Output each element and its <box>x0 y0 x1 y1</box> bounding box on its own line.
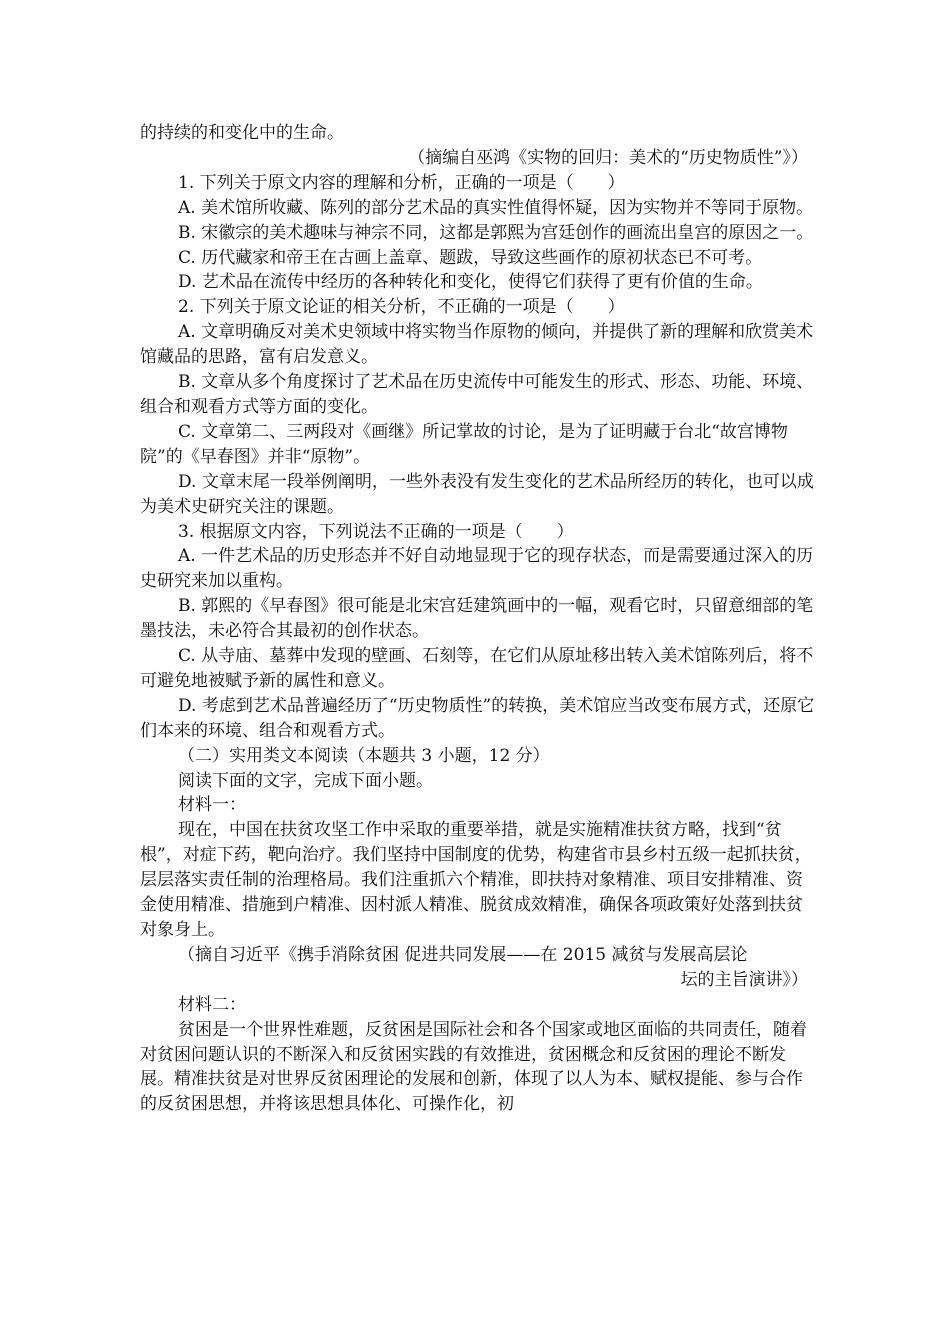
paragraph: D. 文章末尾一段举例阐明，一些外表没有发生变化的艺术品所经历的转化，也可以成为美术史研究关注的课题。 <box>140 471 814 517</box>
paragraph: B. 郭熙的《早春图》很可能是北宋宫廷建筑画中的一幅，观看它时，只留意细部的笔墨技法，未必符合其最初的创作状态。 <box>140 596 814 642</box>
paragraph: （摘自习近平《携手消除贫困 促进共同发展——在 2015 减贫与发展高层论 <box>178 944 748 965</box>
paragraph: A. 一件艺术品的历史形态并不好自动地显现于它的现存状态，而是需要通过深入的历史研究来加以重构。 <box>140 546 814 592</box>
paragraph: D. 考虑到艺术品普遍经历了“历史物质性”的转换，美术馆应当改变布展方式，还原它们本来的环境、组合和观看方式。 <box>140 695 815 741</box>
paragraph: 坛的主旨演讲》） <box>680 969 808 990</box>
document-page <box>140 121 816 1117</box>
paragraph: 的持续的和变化中的生命。 <box>140 123 344 143</box>
paragraph: 阅读下面的文字，完成下面小题。 <box>178 770 433 791</box>
paragraph: （摘编自巫鸿《实物的回归：美术的“历史物质性”》） <box>408 147 808 168</box>
paragraph: B. 文章从多个角度探讨了艺术品在历史流传中可能发生的形式、形态、功能、环境、组合和观看方式等方面的变化。 <box>140 372 814 417</box>
paragraph: C. 文章第二、三两段对《画继》所记掌故的讨论，是为了证明藏于台北“故宫博物院”的《早春图》并非“原物”。 <box>140 421 788 467</box>
paragraph: B. 宋徽宗的美术趣味与神宗不同，这都是郭熙为宫廷创作的画流出皇宫的原因之一。 <box>178 222 814 243</box>
paragraph: 2. 下列关于原文论证的相关分析，不正确的一项是（ ） <box>178 297 625 318</box>
paragraph: 3. 根据原文内容，下列说法不正确的一项是（ ） <box>178 521 574 542</box>
paragraph: 1. 下列关于原文内容的理解和分析，正确的一项是（ ） <box>178 172 625 193</box>
paragraph: （二）实用类文本阅读（本题共 3 小题，12 分） <box>178 745 550 766</box>
paragraph: A. 美术馆所收藏、陈列的部分艺术品的真实性值得怀疑，因为实物并不等同于原物。 <box>178 197 814 218</box>
paragraph: 材料二： <box>178 994 246 1015</box>
paragraph: D. 艺术品在流传中经历的各种转化和变化，使得它们获得了更有价值的生命。 <box>178 272 763 293</box>
paragraph: 现在，中国在扶贫攻坚工作中采取的重要举措，就是实施精准扶贫方略，找到“贫根”，对症下药，靶向治疗。我们坚持中国制度的优势，构建省市县乡村五级一起抓扶贫，层层落实责任制的治理格局。我们注重抓六个精准，即扶持对象精准、项目安排精准、资金使用精准、措施到户精准、因村派人精准、脱贫成效精准，确保各项政策好处落到扶贫对象身上。 <box>140 820 812 940</box>
paragraph: C. 历代藏家和帝王在古画上盖章、题跋，导致这些画作的原初状态已不可考。 <box>178 247 763 268</box>
paragraph: 贫困是一个世界性难题，反贫困是国际社会和各个国家或地区面临的共同责任，随着对贫困问题认识的不断深入和反贫困实践的有效推进，贫困概念和反贫困的理论不断发展。精准扶贫是对世界反贫困理论的发展和创新，体现了以人为本、赋权提能、参与合作的反贫困思想，并将该思想具体化、可操作化，初 <box>140 1019 807 1115</box>
paragraph: A. 文章明确反对美术史领域中将实物当作原物的倾向，并提供了新的理解和欣赏美术馆藏品的思路，富有启发意义。 <box>140 322 814 368</box>
paragraph: C. 从寺庙、墓葬中发现的壁画、石刻等，在它们从原址移出转入美术馆陈列后，将不可避免地被赋予新的属性和意义。 <box>140 646 814 691</box>
paragraph: 材料一： <box>178 795 246 816</box>
